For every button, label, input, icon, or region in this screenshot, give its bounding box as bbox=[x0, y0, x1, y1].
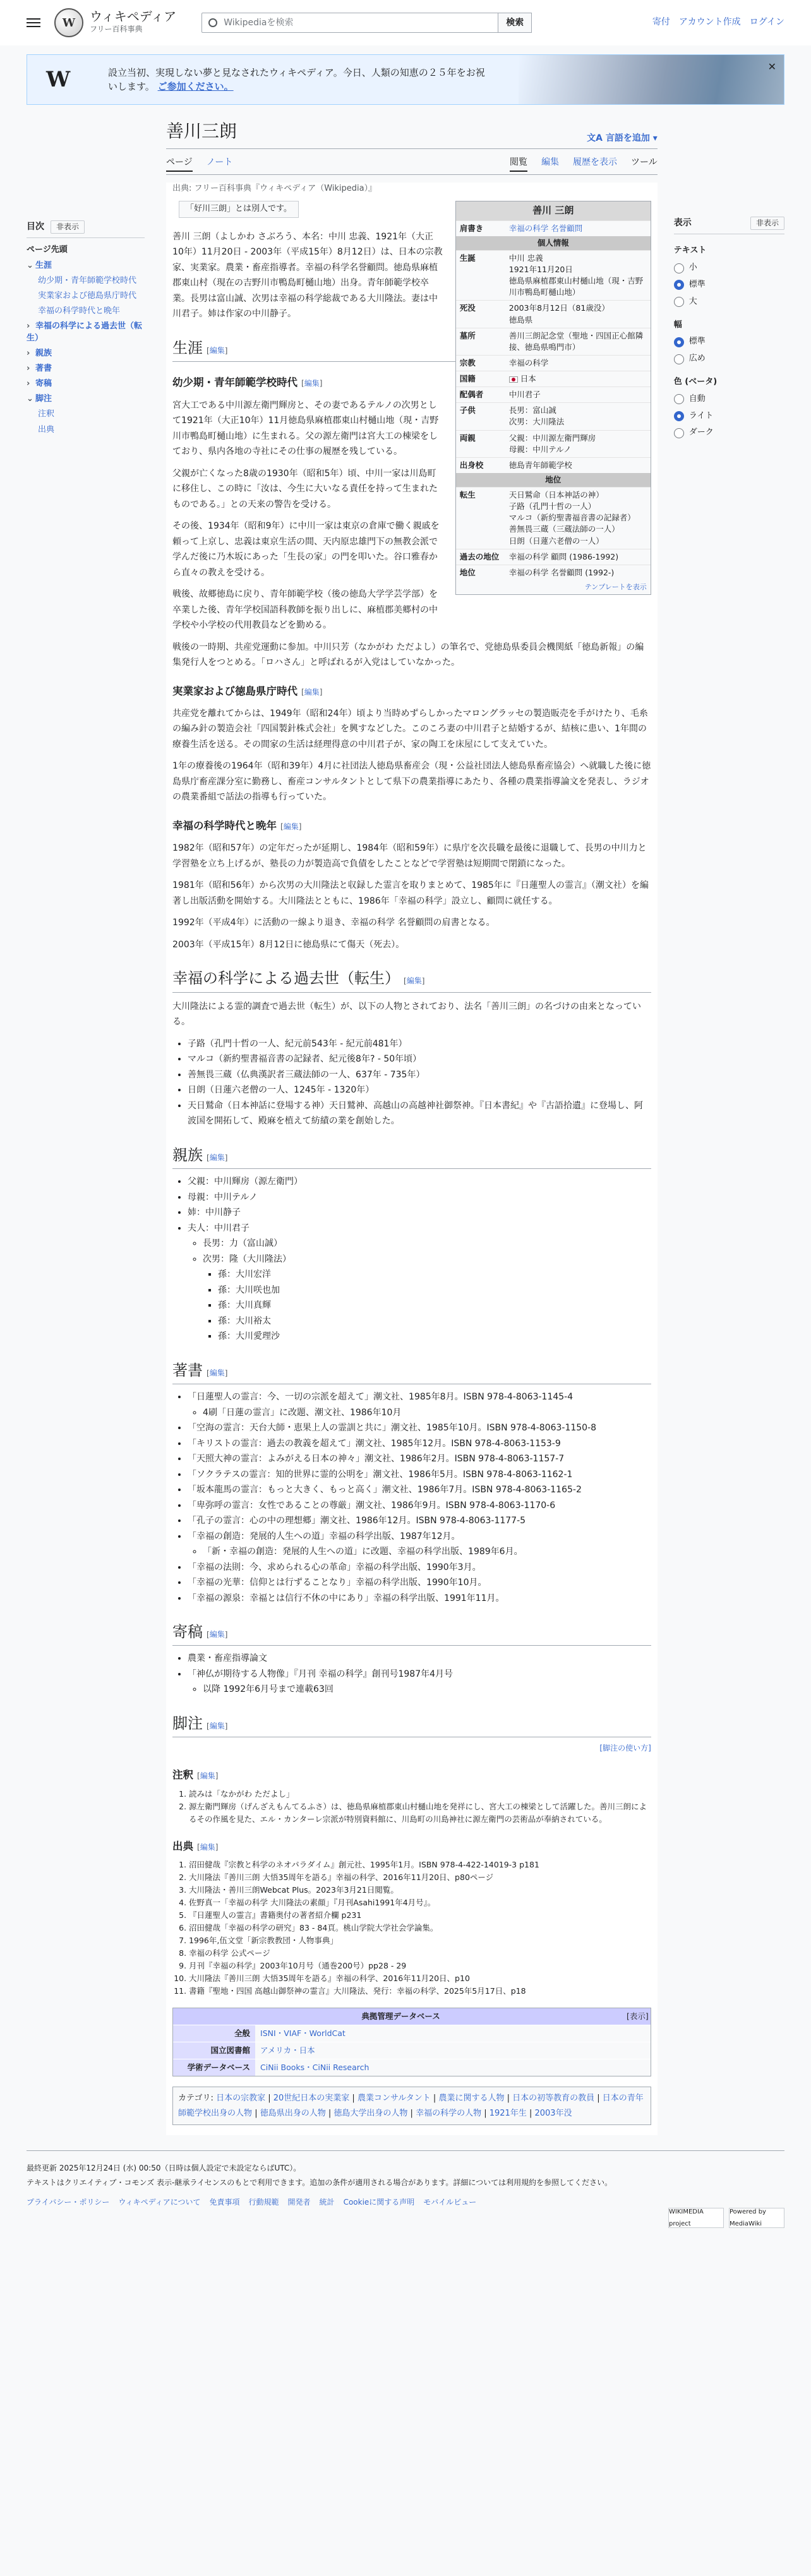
toc-item[interactable] bbox=[27, 260, 145, 272]
edit-link[interactable]: 編集 bbox=[209, 1630, 225, 1639]
list-item: ▪ 孫：大川愛理沙 bbox=[218, 1329, 651, 1345]
toc-item[interactable] bbox=[27, 291, 145, 302]
toc-title: 目次 bbox=[27, 222, 44, 232]
main-menu-icon[interactable] bbox=[27, 16, 40, 30]
infobox-row bbox=[456, 386, 651, 402]
section-works-heading: 著書 [編集] bbox=[172, 1358, 651, 1384]
infobox-key: 過去の地位 bbox=[459, 551, 500, 561]
text-size-small[interactable]: 小 bbox=[674, 261, 784, 275]
infobox-row bbox=[456, 549, 651, 565]
infobox-key: 墓所 bbox=[459, 330, 476, 340]
chevron-right-icon[interactable]: › bbox=[27, 363, 30, 373]
edit-link[interactable]: 編集 bbox=[209, 345, 225, 355]
list-item: • マルコ（新約聖書福音書の記録者、紀元後8年? - 50年頃） bbox=[188, 1051, 651, 1067]
infobox-row-title bbox=[456, 220, 651, 236]
toc-item[interactable] bbox=[27, 378, 145, 390]
toc-link[interactable]: 親族 bbox=[35, 348, 52, 358]
banner-w-logo: W bbox=[46, 67, 71, 92]
reference-item: 5. 『日蓮聖人の霊言』書籍奥付の著者紹介欄 p231 bbox=[189, 1909, 651, 1922]
list-item: • 父親：中川輝房（源左衛門） bbox=[188, 1174, 651, 1190]
paragraph: 共産党を離れてからは、1949年（昭和24年）頃より当時めずらしかったマロングラッセの製造販売を手がけたり、毛糸の編み針の製造会社「四国製針株式会社」を興すなどした。このころ妻の中川君子と結婚するが、結核に患い、1年間の療養生活を送る。その間家の生活は経理得意の中川君子が、家の陶工を床屋にして支えていた。 bbox=[172, 708, 648, 750]
list-item: • 「天照大神の霊言：よみがえる日本の神々」潮文社、1986年2月。ISBN 978-4-8063-1157-7 bbox=[188, 1451, 651, 1467]
main-content bbox=[166, 105, 658, 2135]
infobox-row bbox=[456, 457, 651, 473]
article-body bbox=[166, 183, 658, 2135]
toc-sidebar bbox=[27, 105, 145, 2135]
infobox-value: 2003年8月12日（81歳没） 徳島県 bbox=[508, 303, 610, 325]
infobox-value: 幸福の科学 bbox=[508, 357, 549, 368]
toc-item[interactable] bbox=[27, 363, 145, 374]
section-past-lives-heading: 幸福の科学による過去世（転生） [編集] bbox=[172, 966, 651, 992]
infobox-value: 日本 bbox=[509, 373, 647, 385]
color-group bbox=[674, 376, 784, 440]
section-chu-heading: 注釈 [編集] bbox=[172, 1769, 219, 1782]
paragraph: 戦後、故郷徳島に戻り、青年師範学校（後の徳島大学学芸学部）を卒業した後、青年学校国語科教師を振り出しに、麻植郡美郷村の中学校や小学校の代用教員などを勤める。 bbox=[172, 589, 438, 631]
toc-link[interactable]: 著書 bbox=[35, 363, 52, 373]
banner-join-link[interactable]: ご参加ください。 bbox=[157, 81, 234, 92]
family-list bbox=[188, 1174, 651, 1345]
infobox-row bbox=[456, 355, 651, 371]
infobox-key: 死没 bbox=[459, 303, 476, 313]
banner-message: 設立当初、実現しない夢と見なされたウィキペディア。今日、人類の知恵の２５年をお祝いします。 bbox=[108, 66, 485, 92]
lead-paragraph: 善川 三朗（よしかわ さぶろう、本名：中川 忠義、1921年（大正10年）11月20日 - 2003年（平成15年）8月12日）は、日本の宗教家、実業家。農業・畜産指導者。幸福の科学名誉顧問。徳島県麻植郡東山村（現在の吉野川市鴨島町樋山地）出身。青年師範学校卒業。長男は富山誠、次男は幸福の科学総裁である大川隆法。妻は中川君子。姉は作家の中川静子。 bbox=[172, 231, 443, 320]
list-item: • 農業・畜産指導論文 bbox=[188, 1651, 651, 1667]
logo-title: ウィキペディア bbox=[90, 9, 177, 25]
paragraph: 大川隆法による霊的調査で過去世（転生）が、以下の人物とされており、法名「善川三朗」の名づけの由来となっている。 bbox=[172, 1001, 642, 1027]
infobox-rows-status bbox=[456, 487, 651, 580]
list-item: • 「神仏が期待する人物像」『月刊 幸福の科学』創刊号1987年4月号 ◦ 以降 1992年6月号まで連載63回 bbox=[188, 1667, 651, 1698]
paragraph: 宮大工である中川源左衛門輝房と、その妻であるテルノの次男として1921年（大正10年）11月徳島県麻植郡東山村樋山地（現・吉野川市鴨島町樋山地）に生まれる。父の源左衛門は宮大工の棟梁をしており、県内各地の寺社にその仕事の履歴を残している。 bbox=[172, 400, 439, 457]
appearance-panel bbox=[674, 105, 784, 2135]
footer-link[interactable]: Cookieに関する声明 bbox=[343, 2197, 415, 2207]
infobox-value: 父親：中川源左衛門輝房 母親：中川テルノ bbox=[508, 433, 596, 454]
width-wide[interactable]: 広め bbox=[674, 352, 784, 366]
footer-link[interactable]: プライバシー・ポリシー bbox=[27, 2197, 110, 2207]
list-item: • 「坂本龍馬の霊言：もっと大きく、もっと高く」潮文社、1986年7月。ISBN 978-4-8063-1165-2 bbox=[188, 1482, 651, 1498]
list-item: • 「ソクラテスの霊言：知的世界に霊的公明を」潮文社、1986年5月。ISBN 978-4-8063-1162-1 bbox=[188, 1467, 651, 1483]
infobox bbox=[455, 201, 651, 595]
toc-link[interactable]: 寄稿 bbox=[35, 379, 52, 389]
chevron-right-icon[interactable]: › bbox=[27, 348, 30, 358]
infobox-value: 天日鷲命（日本神話の神） 子路（孔門十哲の一人） マルコ（新約聖書福音書の記録者） 善無畏三蔵（三蔵法師の一人） 日朗（日蓮六老僧の一人） bbox=[508, 490, 635, 546]
works-list bbox=[188, 1389, 651, 1606]
license-text: テキストはクリエイティブ・コモンズ 表示-継承ライセンスのもとで利用できます。追加の条件が適用される場合があります。詳細については利用規約を参照してください。 bbox=[27, 2178, 613, 2187]
paragraph: 1982年（昭和57年）の定年だったが延期し、1984年（昭和59年）に県庁を次長職を最後に退職して、長男の中川力と学習塾を立ち上げるが、塾長の力が製造高で負債をしたことなどで学習塾は短期間で閉鎖になった。 bbox=[172, 843, 647, 869]
footer-link[interactable]: モバイルビュー bbox=[423, 2197, 477, 2207]
list-item: ▪ 孫：大川宏洋 bbox=[218, 1267, 651, 1283]
list-item: • 善無畏三蔵（仏典漢訳者三蔵法師の一人、637年 - 735年） bbox=[188, 1067, 651, 1083]
footer-link[interactable]: 行動規範 bbox=[248, 2197, 279, 2207]
infobox-value: 中川君子 bbox=[508, 390, 541, 400]
list-item: • 夫人：中川君子 ◦ 長男：力（富山誠） ◦ 次男：隆（大川隆法） ▪ 孫：大川宏洋 ▪ 孫：大川咲也加 ▪ 孫：大川真輝 ▪ 孫：大川裕太 ▪ 孫：大川愛理沙 bbox=[188, 1221, 651, 1345]
list-item: • 「空海の霊言：天台大師・恵果上人の霊訓と共に」潮文社、1985年10月。ISBN 978-4-8063-1150-8 bbox=[188, 1420, 651, 1436]
reference-item: 3. 大川隆法・善川三朗Webcat Plus。2023年3月21日閲覧。 bbox=[189, 1884, 651, 1896]
infobox-key: 出身校 bbox=[459, 460, 484, 470]
width-standard[interactable]: 標準 bbox=[674, 335, 784, 349]
chevron-right-icon[interactable]: › bbox=[27, 321, 30, 332]
infobox-row bbox=[456, 402, 651, 429]
category-link[interactable]: 農業に関する人物 bbox=[438, 2094, 505, 2104]
footer-link[interactable]: ウィキペディアについて bbox=[118, 2197, 201, 2207]
authority-key: 国立図書館 bbox=[173, 2042, 255, 2059]
japan-flag-icon bbox=[509, 376, 518, 383]
donate-link[interactable]: 寄付 bbox=[652, 17, 670, 27]
search-input[interactable] bbox=[201, 13, 498, 33]
edit-link[interactable]: 編集 bbox=[209, 1153, 225, 1162]
edit-link[interactable]: 編集 bbox=[209, 1721, 225, 1730]
categories-box bbox=[172, 2087, 651, 2125]
list-item: ▪ 孫：大川裕太 bbox=[218, 1314, 651, 1329]
toc-item[interactable] bbox=[27, 244, 145, 256]
page-tabs bbox=[166, 149, 658, 175]
paragraph: 父親が亡くなった8歳の1930年（昭和5年）頃、中川一家は川島町に移住し、この時に「汝は、今生に大いなる責任を持って生まれたものである。」との天来の警告を受ける。 bbox=[172, 468, 438, 510]
list-item: ◦ 以降 1992年6月号まで連載63回 bbox=[203, 1682, 651, 1698]
edit-link[interactable]: 編集 bbox=[304, 687, 320, 697]
chevron-down-icon[interactable]: ⌄ bbox=[27, 394, 33, 404]
categories-label[interactable]: カテゴリ: bbox=[178, 2094, 213, 2104]
category-link[interactable]: 徳島県出身の人物 bbox=[260, 2108, 326, 2118]
width-label: 幅 bbox=[673, 320, 682, 330]
tab-read[interactable]: 閲覧 bbox=[510, 155, 527, 172]
reference-item: 6. 沼田健哉「幸福の科学の研究」83 - 84頁。桃山学院大学社会学論集。 bbox=[189, 1922, 651, 1934]
edit-link[interactable]: 編集 bbox=[304, 379, 320, 388]
color-dark[interactable]: ダーク bbox=[674, 426, 784, 440]
infobox-key: 生誕 bbox=[459, 253, 476, 263]
mediawiki-badge[interactable]: Powered by MediaWiki bbox=[729, 2208, 784, 2228]
infobox-key: 宗教 bbox=[459, 357, 476, 368]
color-label: 色 (ベータ) bbox=[673, 376, 718, 386]
section-src-heading: 出典 [編集] bbox=[172, 1840, 219, 1852]
infobox-key: 地位 bbox=[459, 567, 476, 577]
toc-link[interactable]: 注釈 bbox=[38, 409, 55, 419]
category-link[interactable]: 2003年没 bbox=[534, 2108, 572, 2118]
logo-subtitle: フリー百科事典 bbox=[90, 25, 143, 34]
infobox-key: 子供 bbox=[459, 405, 476, 416]
infobox-template-link[interactable]: テンプレートを表示 bbox=[584, 582, 647, 591]
authority-value[interactable]: アメリカ・日本 bbox=[255, 2042, 651, 2059]
reference-item: 9. 月刊『幸福の科学』2003年10月号（通巻200号）pp28 - 29 bbox=[189, 1960, 651, 1972]
reference-item: 2. 大川隆法『善川三朗 大悟35周年を語る』幸福の科学、2016年11月20日、p80ページ bbox=[189, 1871, 651, 1884]
list-item: ▪ 孫：大川咲也加 bbox=[218, 1283, 651, 1298]
list-item: • 「キリストの霊言：過去の教義を超えて」潮文社、1985年12月。ISBN 978-4-8063-1153-9 bbox=[188, 1436, 651, 1452]
appearance-title: 表示 bbox=[673, 218, 692, 228]
banner-text bbox=[108, 66, 487, 94]
authority-control bbox=[172, 2008, 651, 2076]
list-item: • 「孔子の霊言：心の中の理想郷」潮文社、1986年12月。ISBN 978-4-8063-1177-5 bbox=[188, 1513, 651, 1529]
footer-badges bbox=[668, 2208, 784, 2228]
add-language-label: 言語を追加 bbox=[605, 133, 650, 144]
search-button[interactable]: 検索 bbox=[498, 13, 532, 33]
authority-key: 全般 bbox=[173, 2025, 255, 2042]
wikipedia-logo[interactable] bbox=[54, 8, 176, 37]
toc-item[interactable] bbox=[27, 424, 145, 436]
infobox-value: 幸福の科学 顧問 (1986-1992) bbox=[508, 551, 619, 561]
reference-item: 1. 沼田健哉『宗教と科学のネオパラダイム』創元社、1995年1月。ISBN 978-4-422-14019-3 p181 bbox=[189, 1859, 651, 1871]
text-size-group bbox=[674, 244, 784, 308]
list-item: • 「日蓮聖人の霊言：今、一切の宗派を超えて」潮文社、1985年8月。ISBN 978-4-8063-1145-4 ◦ 4刷「日蓮の霊言」に改題、潮文社、1986年10月 bbox=[188, 1389, 651, 1420]
list-item: • 「卑弥呼の霊言：女性であることの尊厳」潮文社、1986年9月。ISBN 978-4-8063-1170-6 bbox=[188, 1498, 651, 1514]
page-footer bbox=[27, 2150, 784, 2228]
page-title: 善川三朗 bbox=[166, 121, 237, 141]
infobox-row bbox=[456, 565, 651, 580]
toc-hide-button[interactable]: 非表示 bbox=[51, 220, 85, 234]
category-link[interactable]: 日本の初等教育の教員 bbox=[512, 2094, 595, 2104]
paragraph: 1981年（昭和56年）から次男の大川隆法と収録した霊言を取りまとめて、1985年に『日蓮聖人の霊言』（潮文社）を編著し出版活動を開始する。大川隆法とともに、1986年「幸福の科学」設立し、顧問に就任する。 bbox=[172, 880, 649, 906]
banner-close-icon[interactable]: ✕ bbox=[767, 61, 776, 73]
search-form bbox=[201, 13, 532, 33]
list-item: • 日朗（日蓮六老僧の一人、1245年 - 1320年） bbox=[188, 1082, 651, 1098]
toc-link[interactable]: 幸福の科学による過去世（転生） bbox=[27, 321, 143, 343]
list-item: ◦ 次男：隆（大川隆法） ▪ 孫：大川宏洋 ▪ 孫：大川咲也加 ▪ 孫：大川真輝 ▪ 孫：大川裕太 ▪ 孫：大川愛理沙 bbox=[203, 1252, 651, 1345]
infobox-value: 中川 忠義 1921年11月20日 徳島県麻植郡東山村樋山地（現・吉野川市鴨島町樋山地） bbox=[508, 253, 644, 297]
create-account-link[interactable]: アカウント作成 bbox=[678, 17, 741, 27]
section-life-heading: 生涯 [編集] bbox=[172, 336, 651, 362]
toc-header bbox=[27, 220, 145, 238]
toc-item[interactable] bbox=[27, 321, 145, 344]
authority-key: 学術データベース bbox=[173, 2059, 255, 2076]
toc-link[interactable]: 実業家および徳島県庁時代 bbox=[38, 291, 137, 301]
toc-item[interactable] bbox=[27, 348, 145, 359]
hatnote: 「好川三朗」とは別人です。 bbox=[179, 201, 299, 218]
category-link[interactable]: 日本の宗教家 bbox=[216, 2094, 266, 2104]
edit-link[interactable]: 編集 bbox=[209, 1368, 225, 1377]
authority-value[interactable]: CiNii Books・CiNii Research bbox=[255, 2059, 651, 2076]
toc-link[interactable]: 生涯 bbox=[35, 260, 52, 270]
toc-link[interactable]: 脚注 bbox=[35, 394, 52, 404]
toc-list bbox=[27, 244, 145, 435]
footer-link[interactable]: 開発者 bbox=[287, 2197, 311, 2207]
color-auto[interactable]: 自動 bbox=[674, 393, 784, 406]
list-item: • 「幸福の光華：信仰とは行ずることなり」幸福の科学出版、1990年10月。 bbox=[188, 1575, 651, 1591]
list-item: • 母親：中川テルノ bbox=[188, 1190, 651, 1206]
last-updated: 最終更新 2025年12月24日 (水) 00:50（日時は個人設定で未設定ならばUTC）。 bbox=[27, 2164, 301, 2173]
category-link[interactable]: 幸福の科学の人物 bbox=[416, 2108, 482, 2118]
reference-item: 11. 書籍『聖地・四国 高越山御祭神の霊言』大川隆法、発行：幸福の科学、2025年5月17日、p18 bbox=[189, 1985, 651, 1998]
login-link[interactable]: ログイン bbox=[749, 17, 784, 27]
toc-link[interactable]: 出典 bbox=[38, 424, 55, 434]
fundraising-banner bbox=[27, 54, 784, 105]
authority-value[interactable]: ISNI・VIAF・WorldCat bbox=[255, 2025, 651, 2042]
wikimedia-badge[interactable]: WIKIMEDIA project bbox=[668, 2208, 724, 2228]
infobox-value[interactable]: 幸福の科学 名誉顧問 bbox=[508, 223, 583, 233]
from-line: 出典: フリー百科事典『ウィキペディア（Wikipedia）』 bbox=[172, 184, 377, 194]
section-childhood-heading: 幼少期・青年師範学校時代 [編集] bbox=[172, 376, 323, 389]
title-row bbox=[166, 105, 658, 149]
section-notes-heading: 脚注 [編集] bbox=[172, 1711, 651, 1737]
category-link[interactable]: 徳島大学出身の人物 bbox=[333, 2108, 408, 2118]
list-item: • 「幸福の創造：発展的人生への道」幸福の科学出版、1987年12月。 ◦ 「新・幸福の創造：発展的人生への道」に改題、幸福の科学出版、1989年6月。 bbox=[188, 1529, 651, 1560]
infobox-key: 配偶者 bbox=[459, 390, 484, 400]
edit-link[interactable]: 編集 bbox=[406, 976, 422, 986]
authority-row bbox=[173, 2025, 651, 2042]
infobox-value: 徳島青年師範学校 bbox=[508, 460, 572, 470]
infobox-row bbox=[456, 487, 651, 549]
list-item: • 「幸福の法則：今、求められる心の革命」幸福の科学出版、1990年3月。 bbox=[188, 1560, 651, 1576]
search-placeholder: Wikipediaを検索 bbox=[224, 17, 294, 28]
toc-item[interactable] bbox=[27, 393, 145, 405]
toc-item[interactable] bbox=[27, 409, 145, 420]
past-lives-list bbox=[188, 1036, 651, 1129]
list-item: • 姉：中川静子 bbox=[188, 1205, 651, 1221]
authority-header bbox=[173, 2008, 651, 2025]
authority-title: 典拠管理データベース bbox=[361, 2011, 440, 2022]
category-link[interactable]: 日本の青年師範学校出身の人物 bbox=[178, 2094, 644, 2118]
text-size-large[interactable]: 大 bbox=[674, 296, 784, 309]
grandchildren-list bbox=[218, 1267, 651, 1345]
category-link[interactable]: 1921年生 bbox=[489, 2108, 527, 2118]
infobox-key: 肩書き bbox=[459, 223, 484, 233]
references-list bbox=[189, 1859, 651, 1998]
search-icon bbox=[208, 18, 217, 27]
reference-item: 4. 佐野真一「幸福の科学 大川隆法の素顔」『月刊Asahi1991年4月号』。 bbox=[189, 1896, 651, 1909]
infobox-row bbox=[456, 430, 651, 457]
edit-link[interactable]: 編集 bbox=[283, 822, 299, 831]
toc-item[interactable] bbox=[27, 275, 145, 287]
tab-talk[interactable]: ノート bbox=[206, 157, 233, 167]
add-language-button[interactable]: 文A 言語を追加 ▾ bbox=[587, 133, 658, 144]
tab-history[interactable]: 履歴を表示 bbox=[573, 157, 618, 167]
edit-link[interactable]: 編集 bbox=[200, 1842, 215, 1852]
wikipedia-globe-icon: W bbox=[54, 8, 83, 37]
footer-link[interactable]: 免責事項 bbox=[209, 2197, 240, 2207]
appearance-hide-button[interactable]: 非表示 bbox=[750, 217, 784, 230]
infobox-row bbox=[456, 371, 651, 386]
toc-link[interactable]: ページ先頭 bbox=[27, 245, 68, 255]
categories-list: 日本の宗教家 | 20世紀日本の実業家 | 農業コンサルタント | 農業に関する人物 | 日本の初等教育の教員 | 日本の青年師範学校出身の人物 | 徳島県出身の人物 | 徳島大学出身の人物 | 幸福の科学の人物 | 1921年生 | 2003年没 bbox=[178, 2094, 644, 2118]
contrib-list bbox=[188, 1651, 651, 1698]
chevron-right-icon[interactable]: › bbox=[27, 379, 30, 389]
toc-item[interactable] bbox=[27, 306, 145, 317]
paragraph: 2003年（平成15年）8月12日に徳島県にて傷天（死去）。 bbox=[172, 939, 405, 950]
infobox-section-personal: 個人情報 bbox=[456, 236, 651, 250]
notes-help-link[interactable]: [脚注の使い方] bbox=[599, 1744, 651, 1753]
note-item: 1. 読みは「なかがわ ただよし」 bbox=[189, 1788, 651, 1800]
infobox-value: 幸福の科学 名誉顧問 (1992-) bbox=[508, 567, 615, 577]
reference-item: 7. 1996年,伍文堂「新宗教教団・人物事典」 bbox=[189, 1934, 651, 1947]
infobox-row bbox=[456, 250, 651, 301]
infobox-row bbox=[456, 300, 651, 327]
appearance-header bbox=[674, 216, 784, 234]
note-item: 2. 源左衛門輝房（げんざえもんてるふさ）は、徳島県麻植郡東山村樋山地を発祥にし、宮大工の棟梁として活躍した。善川三朗によるその作風を見た、エル・カンターレ宗派が特別資料館に、川島町の川島神社に源左衛門の芸術品が奉納されている。 bbox=[189, 1800, 651, 1826]
infobox-key: 転生 bbox=[459, 490, 476, 500]
toc-link[interactable]: 幸福の科学時代と晩年 bbox=[38, 306, 121, 316]
authority-rows bbox=[173, 2025, 651, 2076]
infobox-row bbox=[456, 328, 651, 355]
paragraph: 1年の療養後の1964年（昭和39年）4月に社団法人徳島県畜産会（現・公益社団法人徳島県畜産協会）へ就職した後に徳島県庁畜産課分室に勤務し、畜産コンサルタントとして県下の農業指導にあたり、各種の農業指導論文を発表し、ラジオの農業番組で話法の指導も行っていた。 bbox=[172, 761, 651, 803]
color-light[interactable]: ライト bbox=[674, 410, 784, 423]
category-link[interactable]: 20世紀日本の実業家 bbox=[273, 2094, 350, 2104]
banner-puzzle-image bbox=[519, 55, 784, 105]
page-layout bbox=[27, 105, 784, 2135]
list-item: • 天日鷲命（日本神話に登場する神）天日鷲神、高越山の高越神社御祭神。『日本書紀』や『古語拾遺』に登場し、阿波国を開拓して、殿麻を植えて紡績の業を創始した。 bbox=[188, 1098, 651, 1129]
footer-link[interactable]: 統計 bbox=[319, 2197, 335, 2207]
tab-page[interactable]: ページ bbox=[166, 155, 193, 172]
infobox-value: 長男：富山誠 次男：大川隆法 bbox=[508, 405, 565, 427]
section-business-heading: 実業家および徳島県庁時代 [編集] bbox=[172, 685, 323, 697]
width-group bbox=[674, 319, 784, 366]
list-item: ◦ 4刷「日蓮の霊言」に改題、潮文社、1986年10月 bbox=[203, 1405, 651, 1421]
text-size-label: テキスト bbox=[673, 246, 707, 256]
tab-tools[interactable]: ツール bbox=[631, 157, 658, 167]
section-contrib-heading: 寄稿 [編集] bbox=[172, 1620, 651, 1646]
section-family-heading: 親族 [編集] bbox=[172, 1143, 651, 1169]
reference-item: 8. 幸福の科学 公式ページ bbox=[189, 1947, 651, 1960]
paragraph: 1992年（平成4年）に活動の一線より退き、幸福の科学 名誉顧問の肩書となる。 bbox=[172, 918, 495, 928]
section-later-heading: 幸福の科学時代と晩年 [編集] bbox=[172, 819, 302, 832]
user-links bbox=[652, 15, 784, 29]
list-item: ◦ 「新・幸福の創造：発展的人生への道」に改題、幸福の科学出版、1989年6月。 bbox=[203, 1544, 651, 1560]
category-link[interactable]: 農業コンサルタント bbox=[357, 2094, 431, 2104]
paragraph: その後、1934年（昭和9年）に中川一家は東京の倉庫で働く親戚を頼って上京し、忠義は東京生活の間、天内原忠雄門下の無教会派で学んだ後に乃木坂にあった「生長の家」の門を叩いた。谷口雅春から直々の教えを受ける。 bbox=[172, 521, 440, 578]
edit-link[interactable]: 編集 bbox=[200, 1771, 215, 1781]
list-item: • 「幸福の源泉：幸福とは信行不休の中にあり」幸福の科学出版、1991年11月。 bbox=[188, 1591, 651, 1607]
list-item: • 子路（孔門十哲の一人、紀元前543年 - 紀元前481年） bbox=[188, 1036, 651, 1052]
authority-toggle[interactable]: [表示] bbox=[627, 2011, 649, 2022]
authority-row bbox=[173, 2042, 651, 2059]
notes-list bbox=[189, 1788, 651, 1826]
site-header bbox=[0, 0, 811, 45]
list-item: ◦ 長男：力（富山誠） bbox=[203, 1236, 651, 1252]
infobox-title: 善川 三朗 bbox=[456, 201, 651, 220]
tab-edit[interactable]: 編集 bbox=[541, 157, 560, 167]
infobox-rows bbox=[456, 250, 651, 473]
infobox-key: 両親 bbox=[459, 433, 476, 443]
toc-link[interactable]: 幼少期・青年師範学校時代 bbox=[38, 275, 137, 285]
infobox-key: 国籍 bbox=[459, 374, 476, 384]
list-item: ▪ 孫：大川真輝 bbox=[218, 1298, 651, 1314]
infobox-section-status: 地位 bbox=[456, 473, 651, 487]
reference-item: 10. 大川隆法『善川三朗 大悟35周年を語る』幸福の科学、2016年11月20日、p10 bbox=[189, 1972, 651, 1985]
text-size-standard[interactable]: 標準 bbox=[674, 279, 784, 292]
authority-row bbox=[173, 2059, 651, 2076]
paragraph: 戦後の一時期、共産党運動に参加。中川只芳（なかがわ ただよし）の筆名で、党徳島県委員会機関紙「徳島新報」の編集発行人をつとめる。「ロハさん」と呼ばれるが入党はしていなかった。 bbox=[172, 642, 644, 668]
chevron-down-icon[interactable]: ⌄ bbox=[27, 260, 33, 270]
infobox-value: 善川三朗記念堂（聖地・四国正心館隣接、徳島県鳴門市） bbox=[508, 330, 644, 352]
